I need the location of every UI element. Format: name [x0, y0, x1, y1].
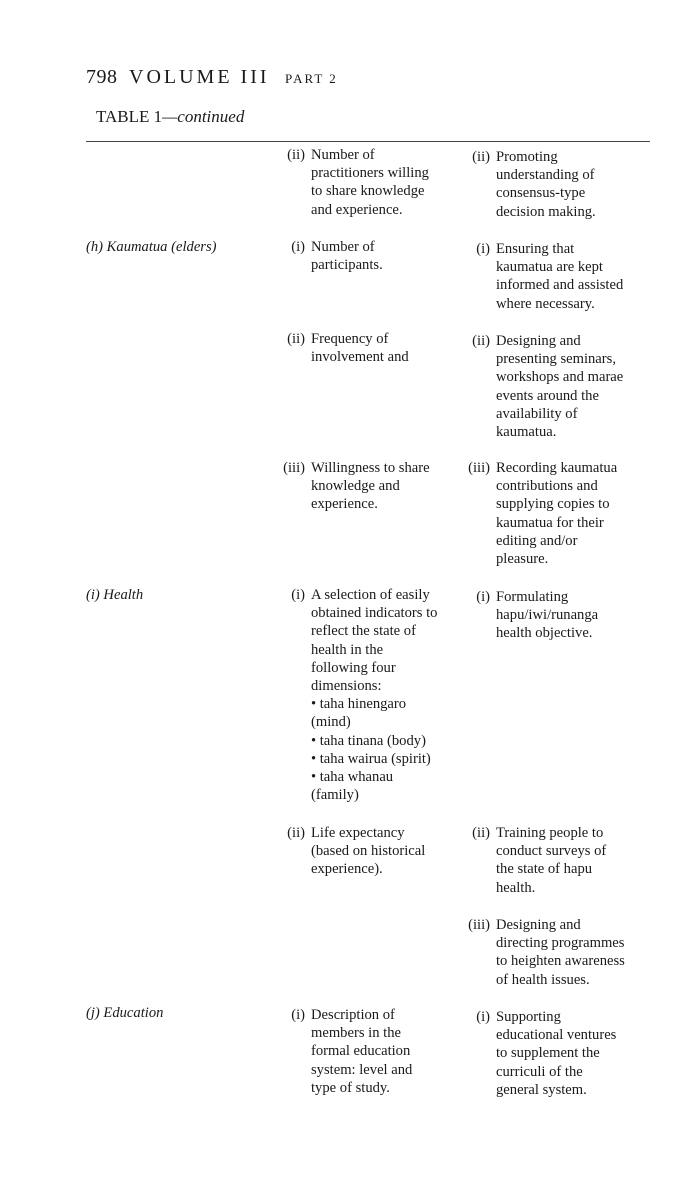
item-number: (i)	[291, 587, 305, 603]
item-number: (i)	[476, 241, 490, 257]
table-row	[460, 1008, 616, 1099]
item-number: (ii)	[472, 149, 490, 165]
indicator-text: Willingness to share knowledge and experience.	[311, 460, 430, 513]
item-number: (i)	[476, 589, 490, 605]
page-number: 798	[86, 66, 118, 88]
item-number: (ii)	[472, 333, 490, 349]
item-number: (ii)	[287, 825, 305, 841]
table-row	[275, 1006, 412, 1097]
item-number: (iii)	[468, 460, 490, 476]
action-text: Designing and presenting seminars, workshops and marae events around the availability of kaumatua.	[496, 333, 624, 441]
table-row	[460, 916, 625, 989]
action-text: Training people to conduct surveys of the state of hapu health.	[496, 825, 607, 896]
action-text: Designing and directing programmes to heighten awareness of health issues.	[496, 917, 625, 988]
indicator-text: Frequency of involvement and	[311, 331, 409, 366]
category-label: (i) Health	[86, 587, 144, 603]
table-row	[460, 148, 596, 221]
table-row	[460, 332, 623, 441]
indicator-text: A selection of easily obtained indicators to reflect the state of health in the following four dimensions: • taha hinengaro (mind) • taha tinana (body) • taha wairua (spirit) • taha whanau (family)	[311, 587, 438, 804]
item-number: (i)	[291, 1007, 305, 1023]
item-number: (iii)	[283, 460, 305, 476]
indicator-text: Life expectancy (based on historical experience).	[311, 825, 426, 878]
table-row	[275, 146, 429, 219]
item-number: (i)	[476, 1009, 490, 1025]
table-top-rule	[86, 141, 650, 142]
table-continued: —continued	[162, 107, 245, 126]
indicator-text: Description of members in the formal education system: level and type of study.	[311, 1007, 413, 1096]
table-row	[460, 824, 606, 897]
indicator-text: Number of participants.	[311, 239, 383, 274]
volume-label: VOLUME III	[129, 66, 270, 88]
item-number: (i)	[291, 239, 305, 255]
item-number: (ii)	[287, 331, 305, 347]
item-number: (ii)	[287, 147, 305, 163]
action-text: Recording kaumatua contributions and supplying copies to kaumatua for their editing and/or pleasure.	[496, 460, 618, 568]
item-number: (ii)	[472, 825, 490, 841]
indicator-text: Number of practitioners willing to share knowledge and experience.	[311, 147, 429, 218]
action-text: Promoting understanding of consensus-type decision making.	[496, 149, 596, 220]
item-number: (iii)	[468, 917, 490, 933]
table-row	[275, 330, 409, 366]
table-row	[275, 586, 437, 804]
category-label: (h) Kaumatua (elders)	[86, 239, 217, 255]
part-label: PART 2	[285, 71, 338, 86]
page-header	[86, 66, 338, 89]
table-row	[275, 459, 430, 514]
table-label: TABLE 1	[96, 107, 163, 126]
action-text: Ensuring that kaumatua are kept informed and assisted where necessary.	[496, 241, 624, 312]
table-row	[275, 238, 383, 274]
action-text: Formulating hapu/iwi/runanga health objective.	[496, 589, 599, 642]
action-text: Supporting educational ventures to supplement the curriculi of the general system.	[496, 1009, 617, 1098]
table-row	[460, 240, 623, 313]
table-row	[460, 588, 598, 643]
table-title	[96, 107, 244, 127]
table-row	[460, 459, 617, 568]
category-label: (j) Education	[86, 1005, 164, 1021]
table-row	[275, 824, 425, 879]
